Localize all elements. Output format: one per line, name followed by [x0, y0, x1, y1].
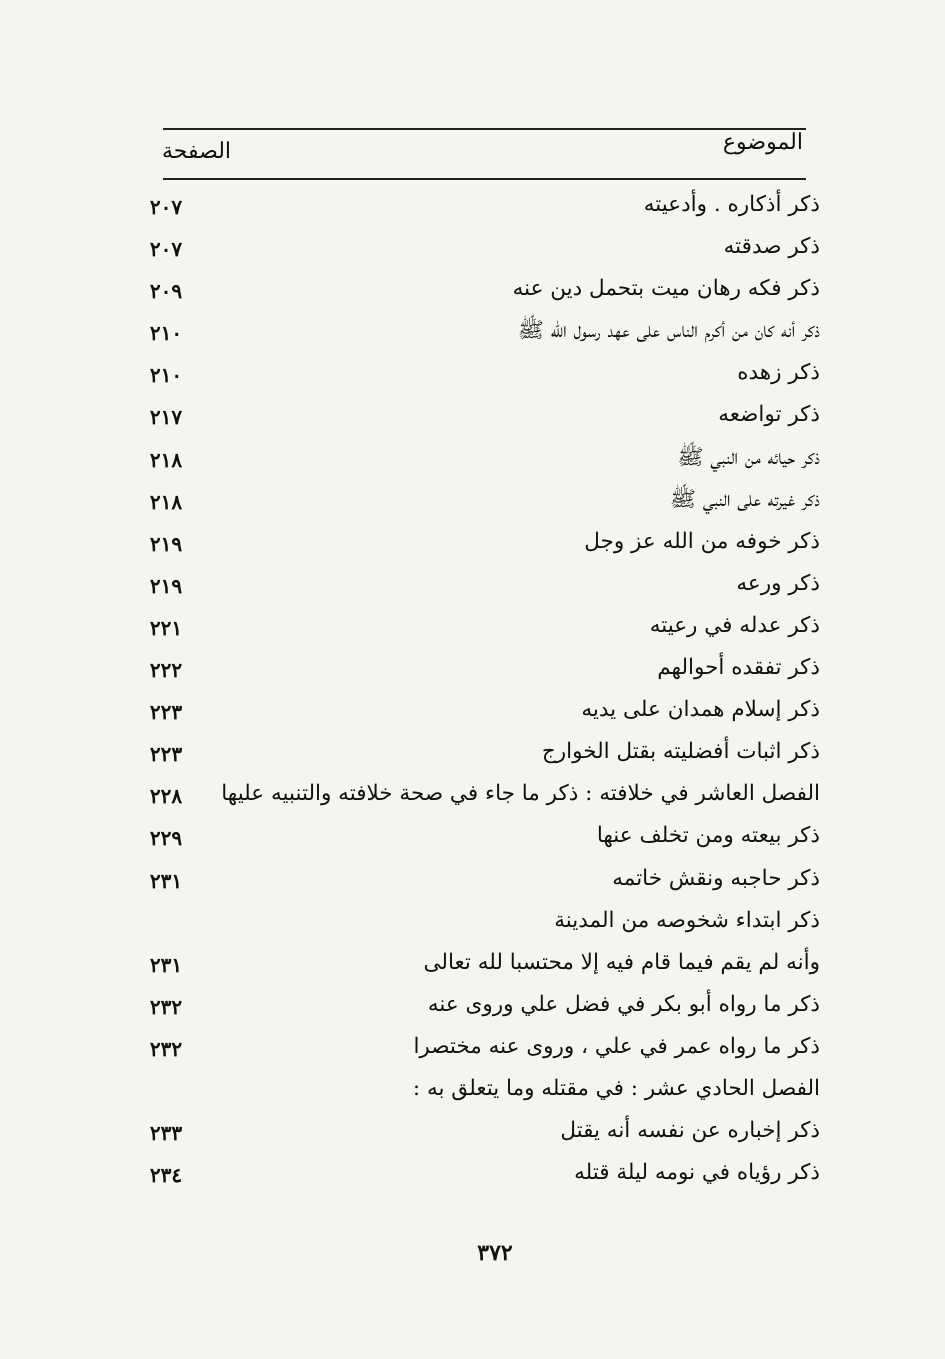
toc-entry-page: ٢١٧	[149, 405, 183, 430]
toc-entry	[130, 479, 820, 521]
toc-entry	[130, 900, 820, 942]
toc-entry-page: ٢٠٩	[149, 279, 183, 304]
column-header-page: الصفحة	[162, 139, 232, 164]
table-of-contents	[130, 184, 820, 1194]
toc-entry	[130, 1026, 820, 1068]
toc-entry-page: ٢٢٣	[149, 742, 183, 767]
toc-entry	[130, 773, 820, 815]
toc-entry-title: ذكر عدله في رعيته	[649, 612, 820, 638]
toc-entry-title: وأنه لم يقم فيما قام فيه إلا محتسبا لله تعالى	[423, 949, 820, 975]
toc-entry	[130, 226, 820, 268]
toc-entry	[130, 1068, 820, 1110]
toc-entry	[130, 984, 820, 1026]
toc-entry	[130, 815, 820, 857]
toc-entry	[130, 437, 820, 479]
toc-entry-title: الفصل الحادي عشر : في مقتله وما يتعلق به :	[412, 1075, 820, 1101]
toc-entry-page	[134, 900, 198, 942]
toc-entry	[130, 563, 820, 605]
toc-entry-page: ٢١٠	[149, 363, 183, 388]
toc-entry	[130, 521, 820, 563]
toc-entry-page: ٢١٩	[149, 573, 183, 598]
toc-entry-title: ذكر أنه كان من أكرم الناس على عهد رسول الله ﷺ	[517, 318, 820, 344]
toc-entry-title: الفصل العاشر في خلافته : ذكر ما جاء في صحة خلافته والتنبيه عليها	[221, 781, 820, 807]
toc-entry-title: ذكر إسلام همدان على يديه	[581, 697, 820, 723]
toc-entry	[130, 731, 820, 773]
toc-entry	[130, 1110, 820, 1152]
page-number: ٣٧٢	[477, 1240, 513, 1266]
toc-entry-page: ٢٠٧	[149, 195, 183, 219]
toc-entry-page: ٢٢٨	[149, 784, 183, 809]
toc-entry-title: ذكر خوفه من الله عز وجل	[584, 528, 820, 554]
toc-entry	[130, 689, 820, 731]
toc-entry-title: ذكر إخباره عن نفسه أنه يقتل	[560, 1118, 820, 1144]
toc-entry	[130, 647, 820, 689]
toc-entry-page: ٢٢٢	[149, 658, 183, 683]
toc-entry-title: ذكر فكه رهان ميت بتحمل دين عنه	[512, 276, 820, 302]
toc-entry	[130, 352, 820, 394]
toc-entry-page: ٢١٩	[149, 531, 183, 556]
toc-entry-page: ٢١٨	[149, 447, 183, 472]
toc-entry-title: ذكر ما رواه أبو بكر في فضل علي وروى عنه	[427, 991, 820, 1017]
toc-entry	[130, 184, 820, 226]
toc-entry-title: ذكر غيرته على النبي ﷺ	[669, 486, 820, 512]
toc-entry-page: ٢٢٣	[149, 700, 183, 725]
toc-entry-page: ٢٢٩	[149, 826, 183, 851]
header-top-rule	[163, 128, 806, 130]
toc-entry	[130, 394, 820, 436]
toc-entry-title: ذكر رؤياه في نومه ليلة قتله	[574, 1160, 820, 1186]
toc-entry-title: ذكر حيائه من النبي ﷺ	[677, 444, 820, 470]
toc-entry-title: ذكر تفقده أحوالهم	[657, 655, 820, 681]
toc-entry-page: ٢٣١	[149, 868, 183, 893]
toc-entry	[130, 858, 820, 900]
toc-entry-page: ٢٣٢	[149, 1036, 183, 1061]
toc-entry	[130, 310, 820, 352]
toc-entry-page	[134, 1068, 198, 1110]
toc-entry-page: ٢٢١	[149, 615, 183, 640]
toc-entry-title: ذكر اثبات أفضليته بقتل الخوارج	[541, 739, 820, 765]
toc-entry-page: ٢١٠	[149, 321, 183, 346]
column-header-topic: الموضوع	[722, 130, 803, 155]
toc-entry-page: ٢٠٧	[149, 237, 183, 262]
toc-entry-title: ذكر زهده	[737, 360, 820, 386]
toc-entry-title: ذكر بيعته ومن تخلف عنها	[596, 823, 820, 849]
toc-entry-page: ٢٣٣	[149, 1121, 183, 1146]
toc-entry-title: ذكر ابتداء شخوصه من المدينة	[554, 907, 820, 933]
toc-entry	[130, 1152, 820, 1194]
toc-entry-title: ذكر صدقته	[723, 234, 820, 260]
toc-entry	[130, 268, 820, 310]
toc-entry-title: ذكر أذكاره . وأدعيته	[643, 192, 820, 217]
toc-entry-title: ذكر حاجبه ونقش خاتمه	[612, 865, 820, 891]
toc-entry-page: ٢٣١	[149, 952, 183, 977]
header-bottom-rule	[163, 178, 806, 180]
toc-entry-page: ٢٣٢	[149, 994, 183, 1019]
toc-entry-title: ذكر ما رواه عمر في علي ، وروى عنه مختصرا	[413, 1033, 820, 1059]
toc-entry-page: ٢١٨	[149, 489, 183, 514]
toc-entry-title: ذكر تواضعه	[718, 402, 820, 428]
toc-entry	[130, 942, 820, 984]
toc-entry	[130, 605, 820, 647]
toc-entry-page: ٢٣٤	[149, 1163, 183, 1188]
toc-entry-title: ذكر ورعه	[736, 570, 820, 596]
